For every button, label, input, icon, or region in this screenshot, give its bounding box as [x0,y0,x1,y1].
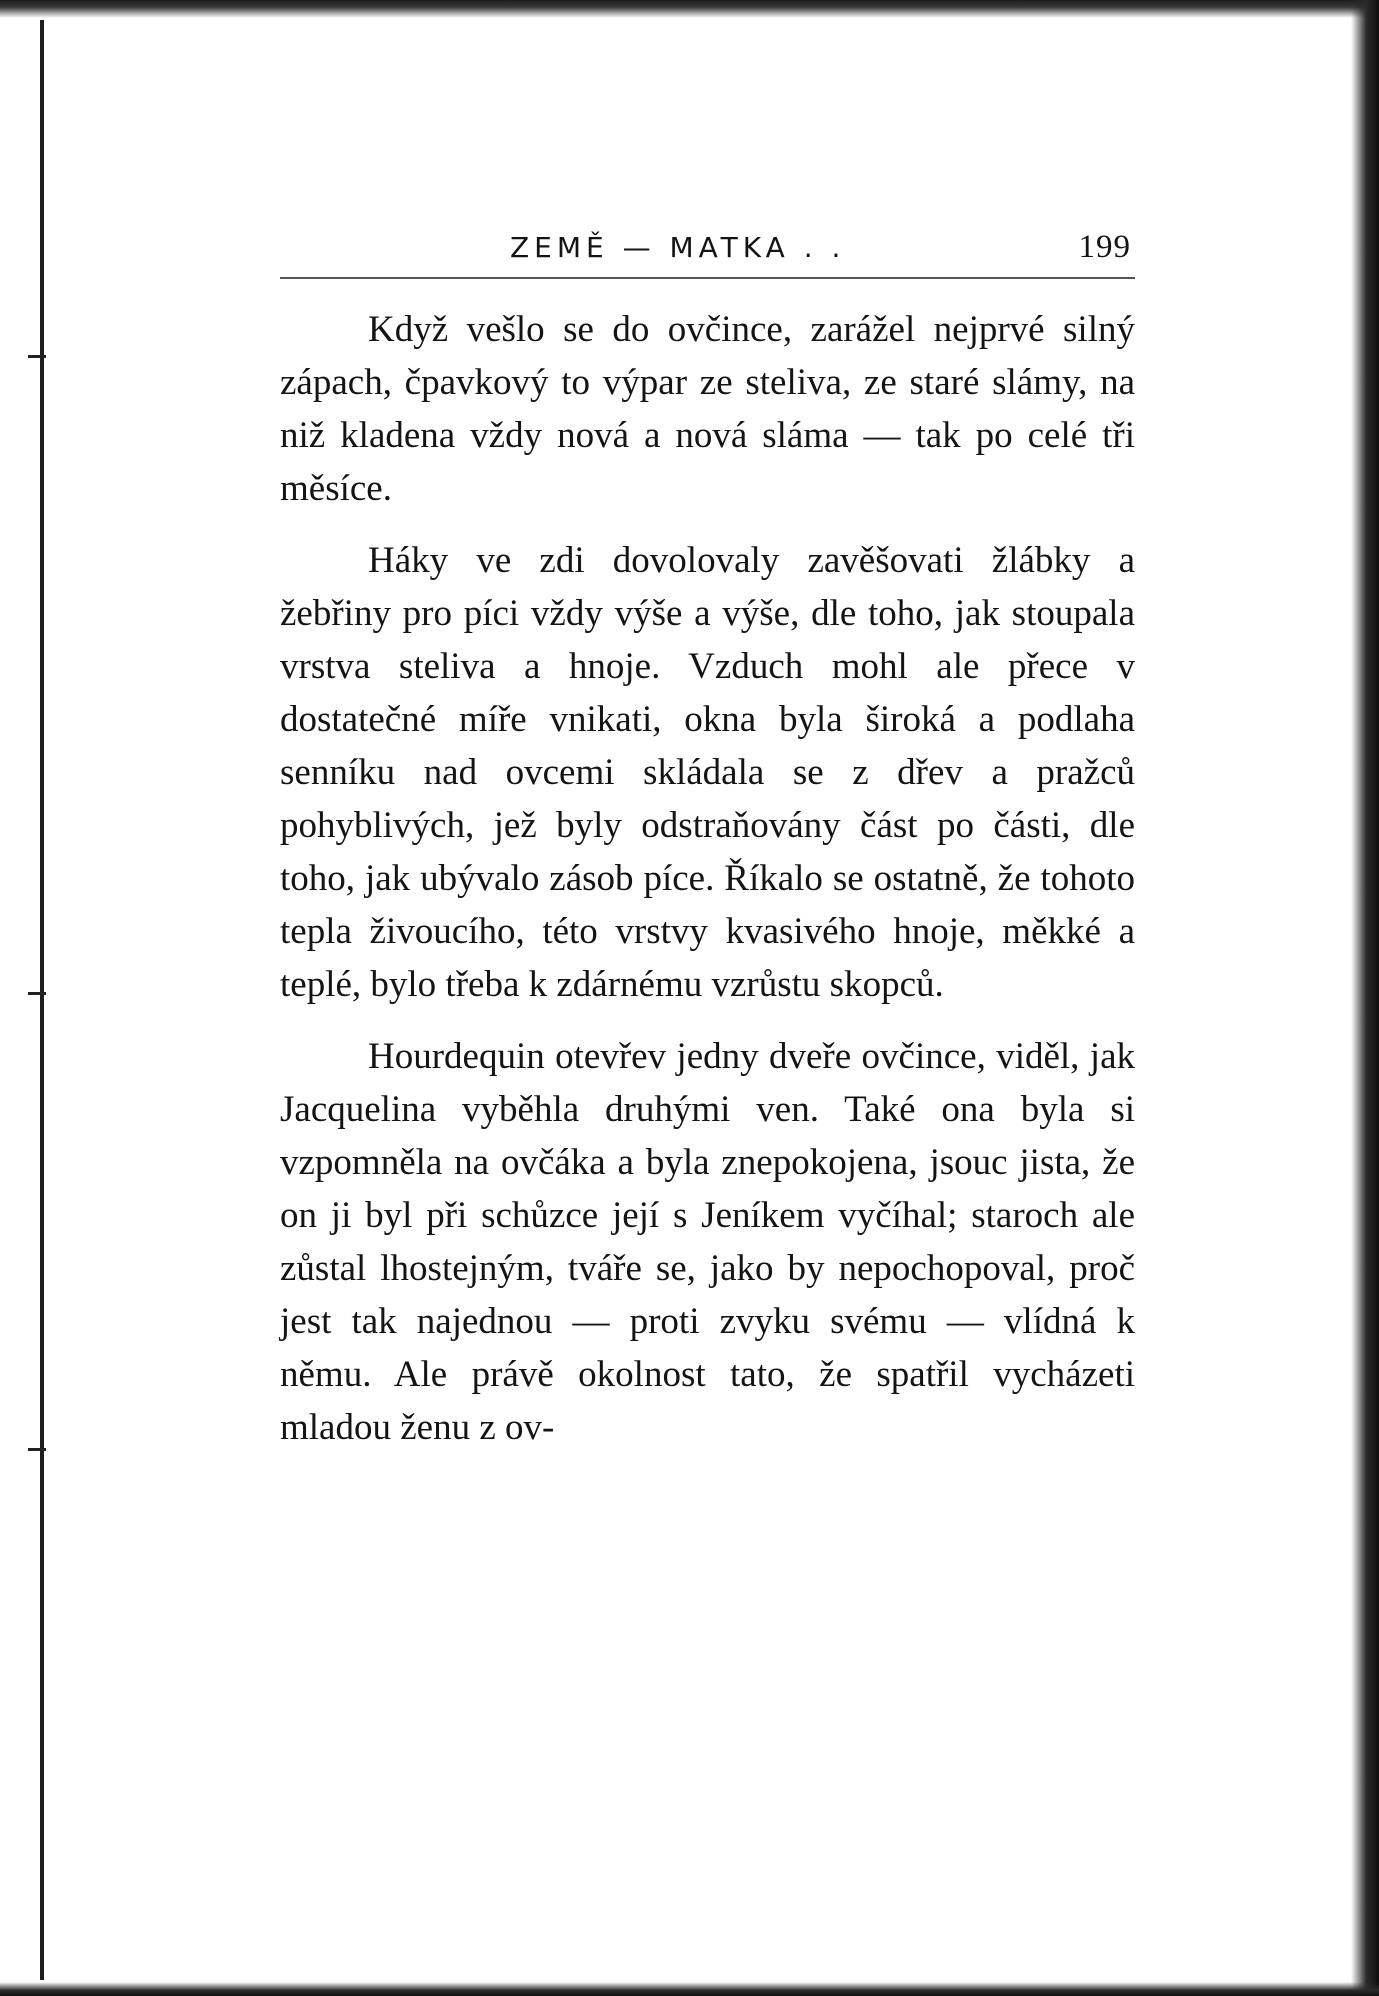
scan-mark [28,1448,46,1451]
body-text [280,303,1135,1454]
scan-mark [28,355,46,358]
scan-mark [28,992,46,995]
scan-edge-left [40,20,44,1980]
scan-edge-top [0,0,1379,18]
paragraph: Hourdequin otevřev jedny dveře ovčince, viděl, jak Jacquelina vyběhla druhými ven. Také ona byla si vzpomněla na ovčáka a byla znepokojena, jsouc jista, že on ji byl při schůzce její s Jeníkem vyčíhal; staroch ale zůstal lhostejným, tváře se, jako by nepochopoval, proč jest tak najednou — proti zvyku svému — vlídná k němu. Ale právě okolnost tato, že spatřil vycházeti mladou ženu z ov- [280,1036,1135,1448]
book-page [280,225,1135,1454]
scan-edge-right [1351,0,1379,1996]
running-head [280,225,1135,279]
paragraph: Když vešlo se do ovčince, zarážel nejprvé silný zápach, čpavkový to výpar ze steliva, ze staré slámy, na niž kladena vždy nová a nová sláma — tak po celé tři měsíce. [280,309,1135,509]
paragraph: Háky ve zdi dovolovaly zavěšovati žlábky a žebřiny pro píci vždy výše a výše, dle toho, jak stoupala vrstva steliva a hnoje. Vzduch mohl ale přece v dostatečné míře vnikati, okna byla široká a podlaha senníku nad ovcemi skládala se z dřev a pražců pohyblivých, jež byly odstraňovány část po části, dle toho, jak ubývalo zásob píce. Říkalo se ostatně, že tohoto tepla živoucího, této vrstvy kvasivého hnoje, měkké a teplé, bylo třeba k zdárnému vzrůstu skopců. [280,540,1135,1005]
running-title: ZEMĚ — MATKA . . [510,231,846,264]
scan-edge-bottom [0,1982,1379,1996]
page-number: 199 [1078,229,1131,265]
